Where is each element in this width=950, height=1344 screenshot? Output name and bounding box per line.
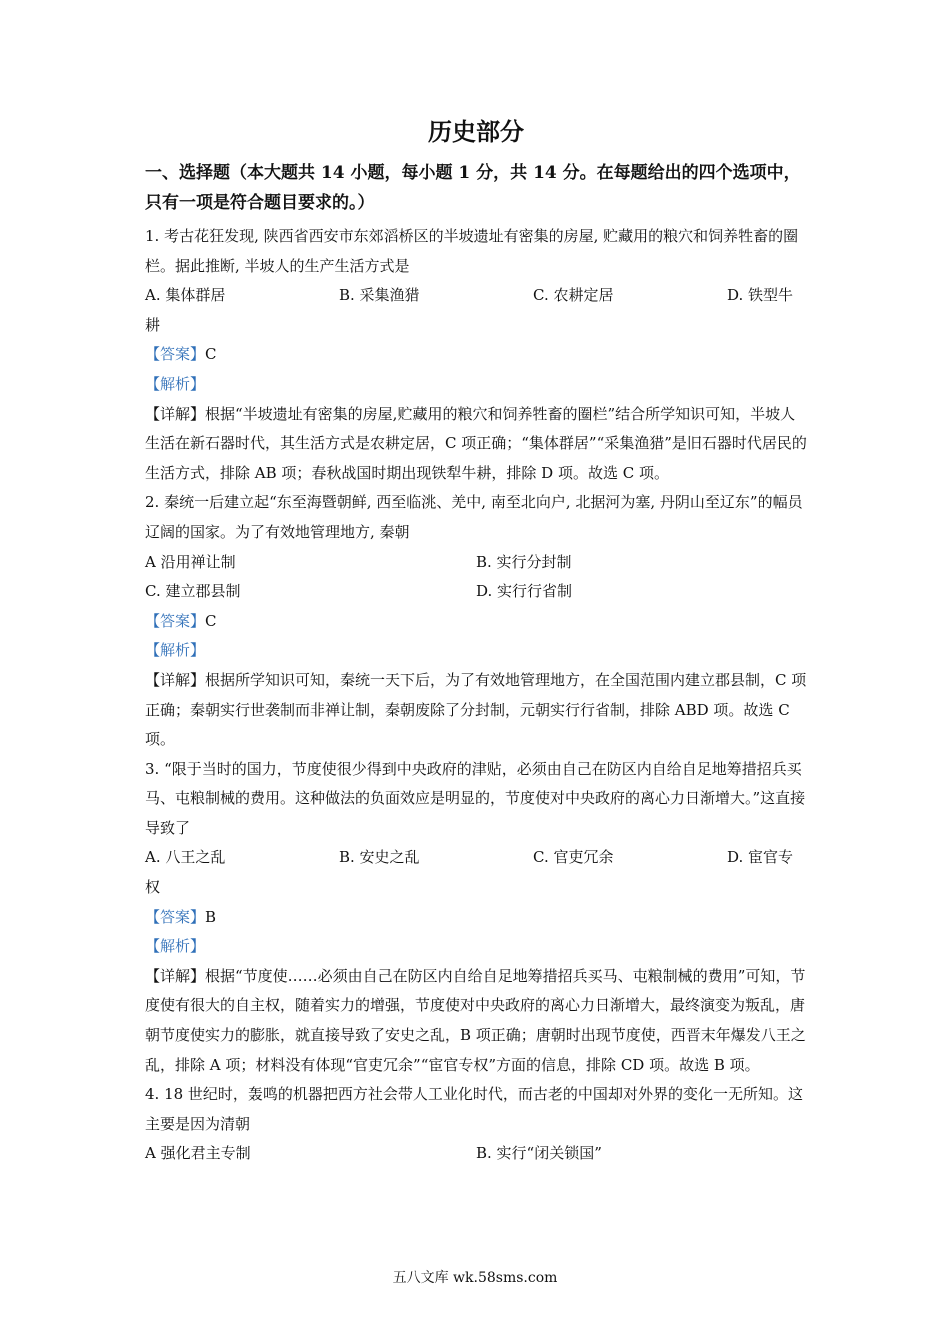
question-4 bbox=[145, 1080, 807, 1169]
answer-line bbox=[145, 607, 807, 637]
option-b: B. 采集渔猎 bbox=[339, 286, 420, 305]
section-heading: 一、选择题（本大题共 14 小题，每小题 1 分，共 14 分。在每题给出的四个选项中，只有一项是符合题目要求的。） bbox=[145, 163, 801, 213]
option-wrap: 耕 bbox=[145, 315, 161, 334]
answer-value: C bbox=[205, 345, 217, 364]
detail-paragraph bbox=[145, 962, 807, 1080]
analysis-label: 【解析】 bbox=[145, 641, 206, 660]
detail-paragraph bbox=[145, 400, 807, 489]
page-footer: 五八文库 wk.58sms.com bbox=[392, 1270, 558, 1286]
analysis-label: 【解析】 bbox=[145, 937, 206, 956]
option-c: C. 农耕定居 bbox=[533, 286, 614, 305]
answer-value: B bbox=[205, 907, 217, 926]
detail-label: 【详解】 bbox=[145, 966, 206, 985]
question-stem: 2. 秦统一后建立起“东至海暨朝鲜, 西至临洮、羌中, 南至北向户, 北据河为塞, 丹阴山至辽东”的幅员辽阔的国家。为了有效地管理地方, 秦朝 bbox=[145, 493, 803, 541]
option-c: C. 官吏冗余 bbox=[533, 848, 614, 867]
option-row bbox=[145, 548, 807, 578]
option-a: A. 集体群居 bbox=[145, 286, 226, 305]
page-title: 历史部分 bbox=[428, 117, 524, 146]
option-b: B. 安史之乱 bbox=[339, 848, 420, 867]
question-stem: 3. “限于当时的国力，节度使很少得到中央政府的津贴，必须由自己在防区内自给自足地筹措招兵买马、屯粮制械的费用。这种做法的负面效应是明显的，节度使对中央政府的离心力日渐增大。”这直接导致了 bbox=[145, 759, 806, 837]
question-1 bbox=[145, 222, 807, 488]
option-a: A 沿用禅让制 bbox=[145, 552, 236, 571]
option-wrap: 权 bbox=[145, 878, 161, 897]
option-b: B. 实行分封制 bbox=[476, 552, 572, 571]
question-stem: 1. 考古花狂发现, 陕西省西安市东郊滔桥区的半坡遗址有密集的房屋, 贮藏用的粮穴和饲养牲畜的圈栏。据此推断, 半坡人的生产生活方式是 bbox=[145, 227, 799, 275]
answer-value: C bbox=[205, 611, 217, 630]
answer-line bbox=[145, 903, 807, 933]
detail-label: 【详解】 bbox=[145, 670, 206, 689]
option-list bbox=[145, 843, 807, 873]
detail-paragraph bbox=[145, 666, 807, 755]
answer-label: 【答案】 bbox=[145, 611, 206, 630]
document-content bbox=[145, 112, 807, 1169]
option-d: D. 铁型牛 bbox=[727, 286, 794, 305]
question-2 bbox=[145, 488, 807, 754]
detail-text: 根据“半坡遗址有密集的房屋,贮藏用的粮穴和饲养牲畜的圈栏”结合所学知识可知，半坡人生活在新石器时代，其生活方式是农耕定居，C 项正确；“集体群居”“采集渔猎”是旧石器时代居民的生活方式，排除 AB 项；春秋战国时期出现铁犁牛耕，排除 D 项。故选 C 项。 bbox=[145, 404, 807, 482]
answer-line bbox=[145, 340, 807, 370]
option-row bbox=[145, 1139, 807, 1169]
option-d: D. 实行行省制 bbox=[476, 582, 573, 601]
answer-label: 【答案】 bbox=[145, 907, 206, 926]
option-row bbox=[145, 577, 807, 607]
option-list bbox=[145, 281, 807, 311]
question-stem: 4. 18 世纪时，轰鸣的机器把西方社会带人工业化时代，而古老的中国却对外界的变化一无所知。这主要是因为清朝 bbox=[145, 1085, 803, 1133]
question-3 bbox=[145, 755, 807, 1081]
analysis-label: 【解析】 bbox=[145, 374, 206, 393]
detail-label: 【详解】 bbox=[145, 404, 206, 423]
option-a: A. 八王之乱 bbox=[145, 848, 226, 867]
option-d: D. 宦官专 bbox=[727, 848, 794, 867]
option-c: C. 建立郡县制 bbox=[145, 582, 241, 601]
answer-label: 【答案】 bbox=[145, 345, 206, 364]
option-a: A 强化君主专制 bbox=[145, 1144, 251, 1163]
detail-text: 根据所学知识可知，秦统一天下后，为了有效地管理地方，在全国范围内建立郡县制，C 项正确；秦朝实行世袭制而非禅让制，秦朝废除了分封制，元朝实行行省制，排除 ABD 项。故选 C 项。 bbox=[145, 670, 807, 749]
detail-text: 根据“节度使……必须由自己在防区内自给自足地筹措招兵买马、屯粮制械的费用”可知，节度使有很大的自主权，随着实力的增强，节度使对中央政府的离心力日渐增大，最终演变为叛乱，唐朝节度使实力的膨胀，就直接导致了安史之乱，B 项正确；唐朝时出现节度使，西晋末年爆发八王之乱，排除 A 项；材料没有体现“官吏冗余”“宦官专权”方面的信息，排除 CD 项。故选 B 项。 bbox=[145, 966, 806, 1074]
option-b: B. 实行“闭关锁国” bbox=[476, 1144, 602, 1163]
